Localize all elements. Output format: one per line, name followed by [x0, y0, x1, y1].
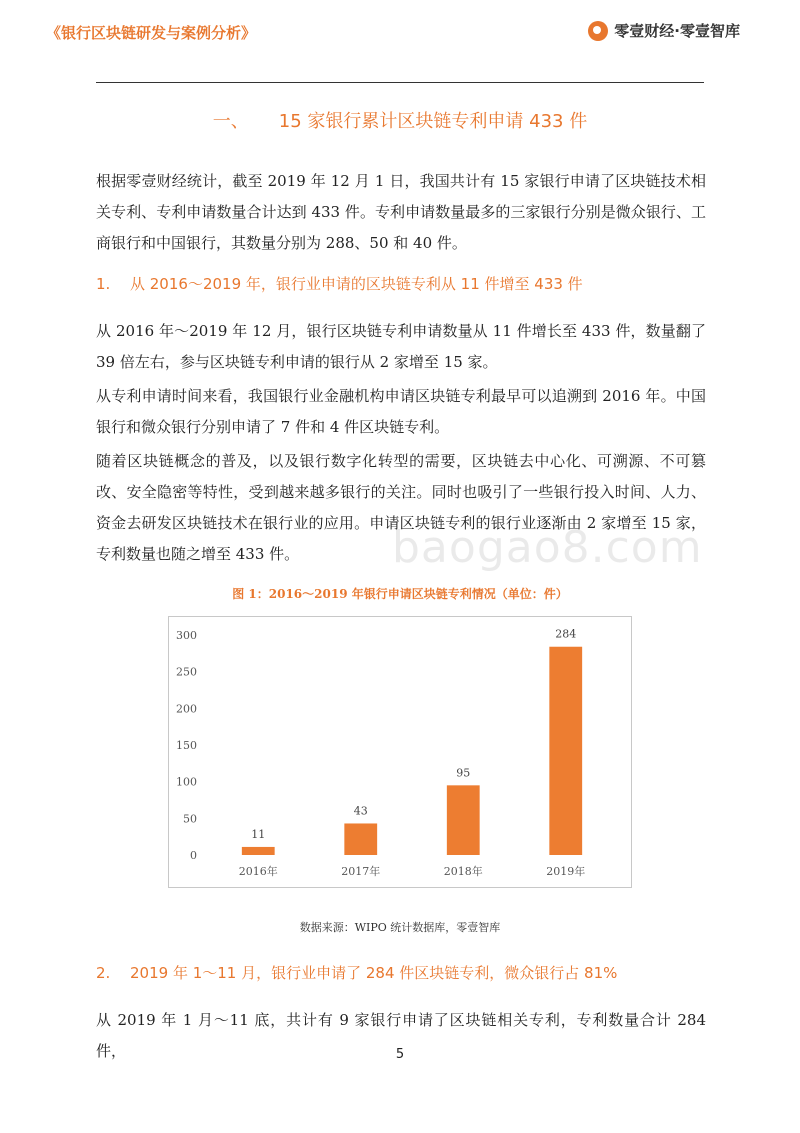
figure-title: 图 1：2016～2019 年银行申请区块链专利情况（单位：件）	[232, 587, 568, 601]
subsection-number: 2.	[96, 964, 111, 982]
y-tick-label: 200	[176, 702, 197, 716]
bar-2018年	[447, 785, 480, 855]
y-tick-label: 100	[176, 775, 197, 789]
subsection-heading-1	[96, 273, 583, 294]
watermark: baogao8.com	[392, 522, 703, 573]
y-tick-label: 150	[176, 739, 197, 752]
paragraph: 随着区块链概念的普及，以及银行数字化转型的需要，区块链去中心化、可溯源、不可篡改、安全隐密等特性，受到越来越多银行的关注。同时也吸引了一些银行投入时间、人力、资金去研发区块链技术在银行业的应用。申请区块链专利的银行业逐渐由 2 家增至 15 家，专利数量也随之增至 433 件。	[96, 452, 706, 563]
y-tick-label: 250	[176, 665, 197, 679]
x-tick-label: 2016年	[238, 865, 278, 878]
y-tick-label: 300	[176, 629, 197, 642]
bar-2019年	[549, 647, 582, 855]
page-number: 5	[395, 1047, 405, 1062]
section-heading	[0, 107, 800, 133]
header-divider	[96, 82, 704, 83]
paragraph: 从 2019 年 1 月～11 底，共计有 9 家银行申请了区块链相关专利，专利数量合计 284 件，	[96, 1011, 706, 1060]
subsection-heading-2	[96, 962, 617, 983]
subsection-title: 2019 年 1～11 月，银行业申请了 284 件区块链专利，微众银行占 81%	[130, 964, 618, 982]
x-tick-label: 2018年	[443, 865, 483, 878]
brand-name: 零壹财经·零壹智库	[614, 22, 740, 40]
bar-2016年	[242, 847, 275, 855]
subsection-number: 1.	[96, 275, 111, 293]
y-tick-label: 0	[190, 849, 197, 862]
paragraph: 从 2016 年～2019 年 12 月，银行区块链专利申请数量从 11 件增长至 433 件，数量翻了 39 倍左右，参与区块链专利申请的银行从 2 家增至 15 家。	[96, 322, 706, 371]
bar-chart	[168, 616, 632, 888]
data-label: 11	[251, 827, 266, 841]
bar-2017年	[344, 823, 377, 855]
data-label: 95	[456, 766, 471, 780]
x-tick-label: 2017年	[341, 865, 381, 878]
section-title: 15 家银行累计区块链专利申请 433 件	[278, 111, 588, 132]
x-tick-label: 2019年	[546, 865, 586, 878]
y-tick-label: 50	[183, 812, 197, 826]
data-label: 284	[555, 627, 577, 641]
paragraph: 从专利申请时间来看，我国银行业金融机构申请区块链专利最早可以追溯到 2016 年。中国银行和微众银行分别申请了 7 件和 4 件区块链专利。	[96, 387, 706, 436]
document-title: 《银行区块链研发与案例分析》	[46, 24, 257, 42]
subsection-title: 从 2016～2019 年，银行业申请的区块链专利从 11 件增至 433 件	[130, 275, 583, 293]
brand-header	[588, 20, 740, 41]
chart-svg	[169, 617, 631, 887]
brand-logo-icon	[588, 21, 608, 41]
data-label: 43	[353, 804, 368, 818]
section-number: 一、	[212, 111, 249, 132]
figure-source: 数据来源：WIPO 统计数据库，零壹智库	[299, 921, 501, 934]
section-intro-paragraph: 根据零壹财经统计，截至 2019 年 12 月 1 日，我国共计有 15 家银行申请了区块链技术相关专利、专利申请数量合计达到 433 件。专利申请数量最多的三家银行分别是微众银行、工商银行和中国银行，其数量分别为 288、50 和 40 件。	[96, 172, 706, 252]
